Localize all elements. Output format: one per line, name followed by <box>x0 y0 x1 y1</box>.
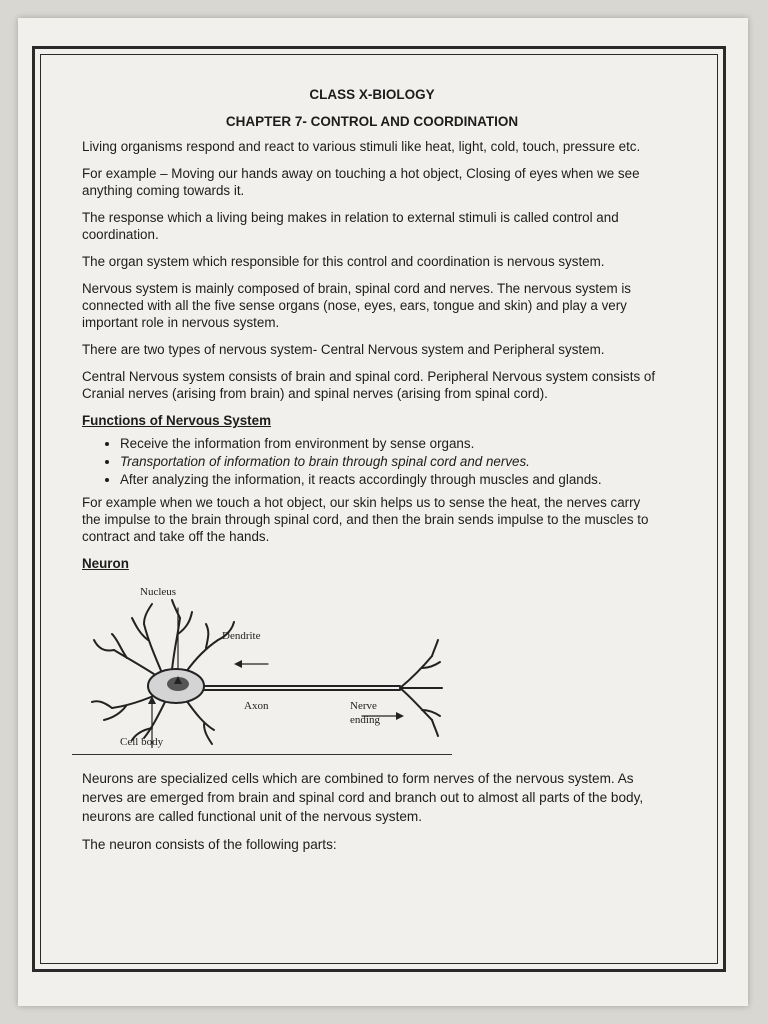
class-title: CLASS X-BIOLOGY <box>309 87 435 102</box>
functions-list <box>82 435 662 488</box>
list-item: • After analyzing the information, it reacts accordingly through muscles and glands. <box>120 471 662 488</box>
nerve-ending-label-1: Nerve <box>350 700 377 712</box>
page-content <box>82 86 662 863</box>
chapter-title: CHAPTER 7- CONTROL AND COORDINATION <box>225 114 519 129</box>
paragraph-response: The response which a living being makes in relation to external stimuli is called control and coordination. <box>82 210 619 242</box>
neuron-diagram <box>82 578 462 748</box>
paragraph-organ-system: The organ system which responsible for this control and coordination is nervous system. <box>82 254 605 269</box>
paragraph-example: For example – Moving our hands away on touching a hot object, Closing of eyes when we see anything coming towards it. <box>82 166 640 198</box>
paragraph-cns-pns: Central Nervous system consists of brain and spinal cord. Peripheral Nervous system consists of Cranial nerves (arising from brain) and spinal nerves (arising from spinal cord). <box>82 369 656 401</box>
nerve-ending-label-2: ending <box>350 714 380 726</box>
list-item: • Receive the information from environment by sense organs. <box>120 435 662 452</box>
paragraph-types: There are two types of nervous system- Central Nervous system and Peripheral system. <box>82 342 605 357</box>
neuron-heading: Neuron <box>82 556 129 571</box>
functions-heading: Functions of Nervous System <box>82 413 271 428</box>
cell-body-label: Cell body <box>120 736 164 748</box>
paragraph-composition: Nervous system is mainly composed of brain, spinal cord and nerves. The nervous system is connected with all the five sense organs (nose, eyes, ears, tongue and skin) and play a very important role in nervous system. <box>82 281 632 330</box>
paragraph-neuron-parts: The neuron consists of the following parts: <box>82 837 337 852</box>
dendrite-label: Dendrite <box>222 630 261 642</box>
paragraph-neurons: Neurons are specialized cells which are combined to form nerves of the nervous system. As nerves are emerged from brain and spinal cord and branch out to almost all parts of the body, neurons are called functional unit of the nervous system. <box>82 771 644 824</box>
nucleus-label: Nucleus <box>140 586 177 598</box>
neuron-illustration <box>82 578 462 748</box>
diagram-divider <box>72 754 452 755</box>
paragraph-hot-object-example: For example when we touch a hot object, our skin helps us to sense the heat, the nerves carry the impulse to the brain through spinal cord, and then the brain sends impulse to the muscles to contract and take off the hands. <box>82 495 649 544</box>
paragraph-stimuli: Living organisms respond and react to various stimuli like heat, light, cold, touch, pressure etc. <box>82 139 641 154</box>
axon-label: Axon <box>244 700 269 712</box>
list-item: • Transportation of information to brain through spinal cord and nerves. <box>120 453 662 470</box>
